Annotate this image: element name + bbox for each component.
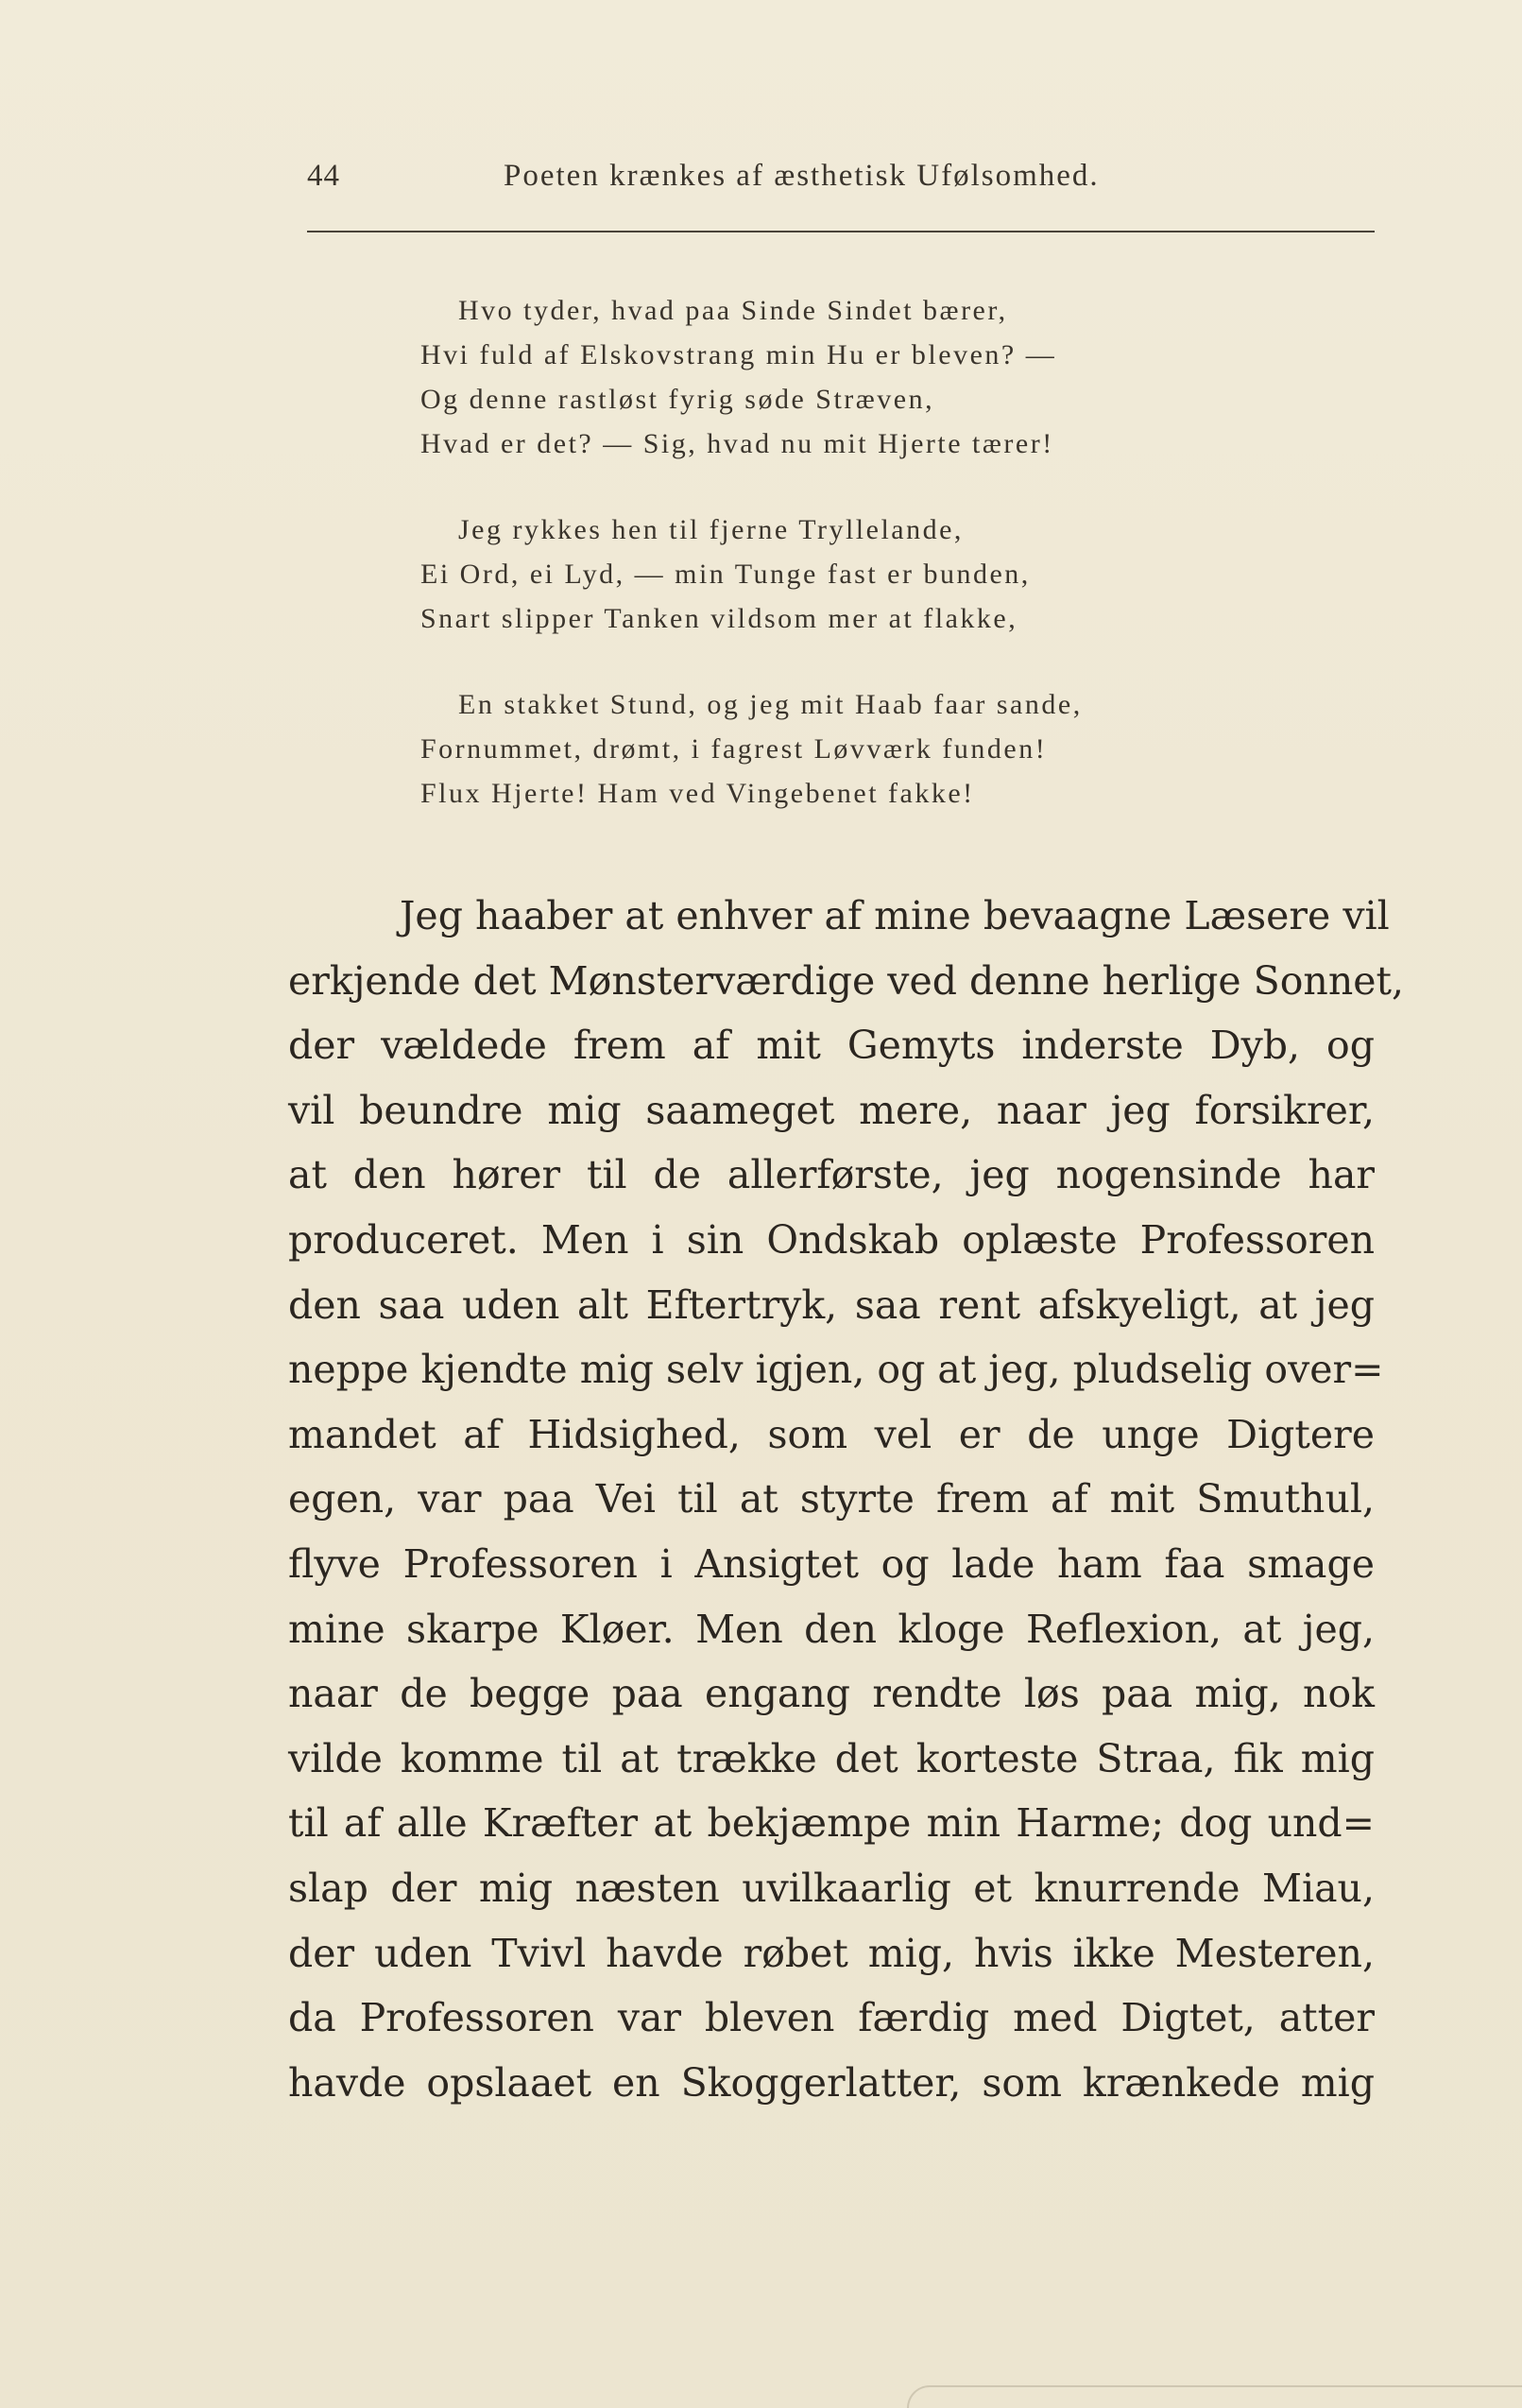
prose-line: mandet af Hidsighed, som vel er de unge Digtere	[288, 1411, 1375, 1457]
verse-line: En stakket Stund, og jeg mit Haab faar sande,	[458, 689, 1083, 720]
prose-line: til af alle Kræfter at bekjæmpe min Harme; dog und=	[288, 1800, 1375, 1847]
verse-line: Hvi fuld af Elskovstrang min Hu er bleven? —	[420, 339, 1057, 370]
prose-line: flyve Professoren i Ansigtet og lade ham faa smage	[288, 1540, 1375, 1587]
verse-line: Snart slipper Tanken vildsom mer at flakke,	[420, 603, 1018, 634]
prose-line: naar de begge paa engang rendte løs paa mig, nok	[288, 1671, 1375, 1717]
verse-line: Hvad er det? — Sig, hvad nu mit Hjerte tærer!	[420, 428, 1054, 459]
prose-line: den saa uden alt Eftertryk, saa rent afskyeligt, at jeg	[288, 1281, 1375, 1328]
stanza	[420, 682, 1271, 816]
prose-line: neppe kjendte mig selv igjen, og at jeg, pludselig over=	[288, 1347, 1384, 1393]
verse-line: Hvo tyder, hvad paa Sinde Sindet bærer,	[458, 295, 1008, 326]
prose-line: mine skarpe Kløer. Men den kloge Reflexion, at jeg,	[288, 1606, 1375, 1652]
running-head	[307, 159, 1375, 215]
prose-line: der vældede frem af mit Gemyts inderste Dyb, og	[288, 1023, 1375, 1069]
header-rule	[307, 231, 1375, 232]
stanza	[420, 288, 1271, 466]
prose-line: havde opslaaet en Skoggerlatter, som krænkede mig	[288, 2059, 1375, 2106]
stanza	[420, 507, 1271, 641]
page-edge-mark	[907, 2385, 1522, 2408]
page-number: 44	[307, 159, 340, 193]
prose-line: erkjende det Mønsterværdige ved denne herlige Sonnet,	[288, 957, 1405, 1004]
verse-line: Og denne rastløst fyrig søde Stræven,	[420, 384, 935, 415]
prose-line: der uden Tvivl havde røbet mig, hvis ikke Mesteren,	[288, 1930, 1375, 1976]
verse-line: Jeg rykkes hen til fjerne Tryllelande,	[458, 514, 964, 545]
prose-line: egen, var paa Vei til at styrte frem af mit Smuthul,	[288, 1476, 1375, 1522]
prose-line: at den hører til de allerførste, jeg nogensinde har	[288, 1152, 1375, 1198]
running-title: Poeten krænkes af æsthetisk Ufølsomhed.	[504, 159, 1100, 193]
verse-line: Ei Ord, ei Lyd, — min Tunge fast er bunden,	[420, 559, 1031, 590]
prose-line: slap der mig næsten uvilkaarlig et knurrende Miau,	[288, 1865, 1375, 1911]
prose-line: vilde komme til at trække det korteste Straa, fik mig	[288, 1735, 1375, 1781]
prose-line: Jeg haaber at enhver af mine bevaagne Læsere vil	[400, 893, 1390, 938]
prose-line: vil beundre mig saameget mere, naar jeg forsikrer,	[288, 1087, 1375, 1133]
verse-line: Fornummet, drømt, i fagrest Løvværk funden!	[420, 733, 1048, 765]
prose-line: da Professoren var bleven færdig med Digtet, atter	[288, 1995, 1375, 2041]
verse-line: Flux Hjerte! Ham ved Vingebenet fakke!	[420, 778, 975, 809]
sonnet	[420, 288, 1271, 857]
prose-line: produceret. Men i sin Ondskab oplæste Professoren	[288, 1216, 1375, 1263]
prose-paragraph	[288, 884, 1405, 2115]
